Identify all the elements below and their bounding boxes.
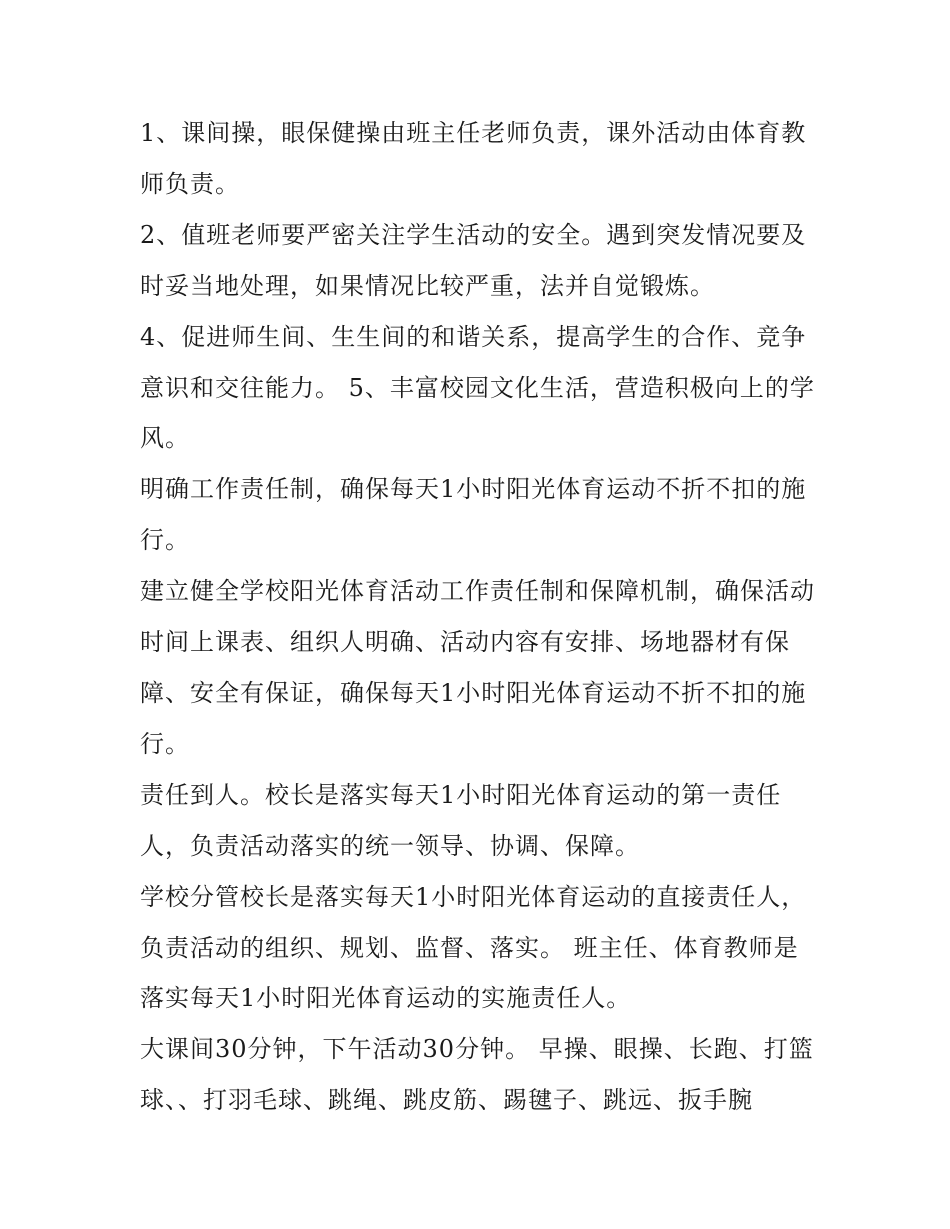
paragraph-duty-teacher-safety: 2、值班老师要严密关注学生活动的安全。遇到突发情况要及时妥当地处理，如果情况比较严重，法并自觉锻炼。	[140, 220, 807, 300]
paragraph-activity-schedule: 大课间30分钟，下午活动30分钟。 早操、眼操、长跑、打篮球、、打羽毛球、跳绳、跳皮筋、踢毽子、跳远、扳手腕	[140, 1035, 814, 1115]
paragraph-responsibility-system: 明确工作责任制，确保每天1小时阳光体育运动不折不扣的施行。	[140, 475, 807, 555]
paragraph-relationships-culture: 4、促进师生间、生生间的和谐关系，提高学生的合作、竞争意识和交往能力。 5、丰富校园文化生活，营造积极向上的学风。	[140, 322, 815, 453]
paragraph-guarantee-mechanism: 建立健全学校阳光体育活动工作责任制和保障机制，确保活动时间上课表、组织人明确、活动内容有安排、场地器材有保障、安全有保证，确保每天1小时阳光体育运动不折不扣的施行。	[140, 577, 815, 758]
document-body	[140, 108, 815, 1126]
paragraph-direct-responsibility: 学校分管校长是落实每天1小时阳光体育运动的直接责任人，负责活动的组织、规划、监督、落实。 班主任、体育教师是落实每天1小时阳光体育运动的实施责任人。	[140, 882, 807, 1013]
paragraph-duty-exercise: 1、课间操，眼保健操由班主任老师负责，课外活动由体育教师负责。	[140, 119, 807, 198]
paragraph-principal-responsibility: 责任到人。校长是落实每天1小时阳光体育运动的第一责任人，负责活动落实的统一领导、协调、保障。	[140, 780, 782, 860]
